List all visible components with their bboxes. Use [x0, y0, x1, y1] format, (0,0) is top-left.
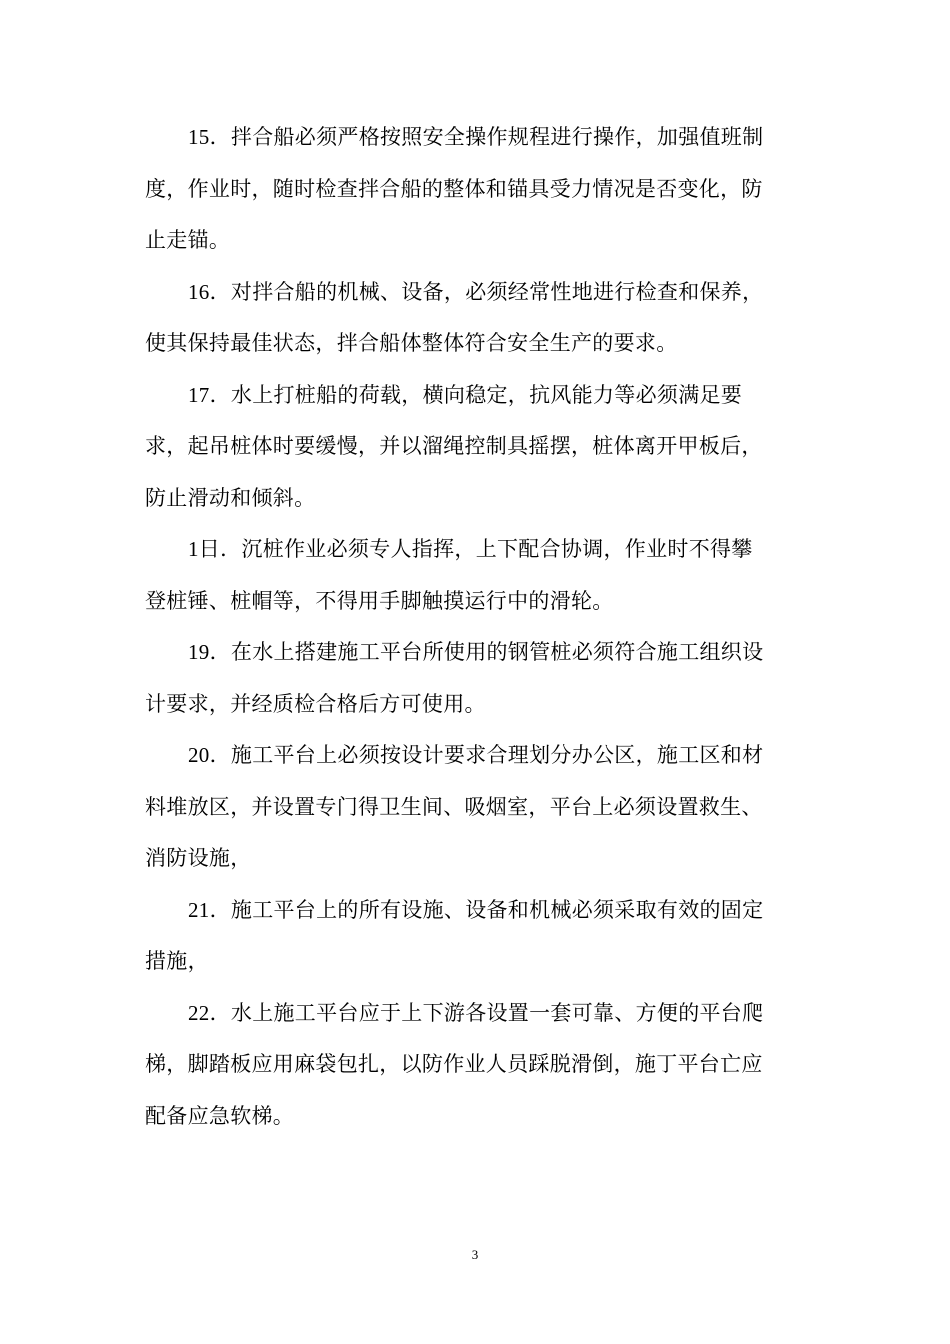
- clause-number: 1日: [188, 537, 221, 561]
- clause-20: [145, 730, 795, 885]
- clause-line: [145, 524, 795, 576]
- clause-line: 登桩锤、桩帽等，不得用手脚触摸运行中的滑轮。: [145, 588, 614, 613]
- clause-line: [145, 370, 795, 422]
- clause-18: [145, 524, 795, 627]
- clause-line: 计要求，并经质检合格后方可使用。: [145, 691, 486, 716]
- clause-number: 20: [188, 743, 210, 767]
- clause-line: 配备应急软梯。: [145, 1103, 295, 1128]
- clause-line: [145, 730, 795, 782]
- clause-text: ．水上施工平台应于上下游各设置一套可靠、方便的平台爬: [209, 1000, 764, 1025]
- clause-19: [145, 627, 795, 730]
- clause-line: [145, 627, 795, 679]
- clause-17: [145, 370, 795, 525]
- clause-line: [145, 112, 795, 164]
- clause-text: ．水上打桩船的荷载，横向稳定，抗风能力等必须满足要: [209, 382, 743, 407]
- clause-text: ．施工平台上必须按设计要求合理划分办公区，施工区和材: [209, 743, 764, 767]
- clause-number: 16: [188, 279, 210, 304]
- clause-text: ．对拌合船的机械、设备，必须经常性地进行检查和保养，: [209, 279, 764, 304]
- clause-line: [145, 988, 795, 1040]
- clause-number: 19: [188, 640, 210, 664]
- document-body: [145, 112, 795, 1142]
- clause-number: 22: [188, 1000, 210, 1025]
- clause-text: ．在水上搭建施工平台所使用的钢管桩必须符合施工组织设: [209, 640, 764, 664]
- clause-line: [145, 267, 795, 319]
- clause-line: 使其保持最佳状态，拌合船体整体符合安全生产的要求。: [145, 331, 678, 355]
- page-number: 3: [471, 1247, 479, 1262]
- clause-line: 求，起吊桩体时要缓慢，并以溜绳控制具摇摆，桩体离开甲板后，: [145, 434, 763, 458]
- clause-text: ．拌合船必须严格按照安全操作规程进行操作，加强值班制: [209, 125, 764, 149]
- clause-line: 料堆放区，并设置专门得卫生间、吸烟室，平台上必须设置救生、: [145, 794, 763, 819]
- clause-line: 梯，脚踏板应用麻袋包扎，以防作业人员踩脱滑倒，施丁平台亡应: [145, 1052, 763, 1076]
- clause-line: 止走锚。: [145, 228, 231, 252]
- clause-number: 17: [188, 382, 210, 407]
- clause-line: 度，作业时，随时检查拌合船的整体和锚具受力情况是否变化，防: [145, 176, 763, 201]
- clause-line: 消防设施，: [145, 846, 252, 870]
- clause-15: [145, 112, 795, 267]
- clause-16: [145, 267, 795, 370]
- clause-number: 15: [188, 125, 210, 149]
- clause-number: 21: [188, 897, 210, 922]
- clause-text: ．沉桩作业必须专人指挥，上下配合协调，作业时不得攀: [220, 537, 753, 561]
- clause-22: [145, 988, 795, 1143]
- clause-text: ．施工平台上的所有设施、设备和机械必须采取有效的固定: [209, 897, 764, 922]
- clause-line: 防止滑动和倾斜。: [145, 485, 316, 510]
- clause-21: [145, 885, 795, 988]
- clause-line: [145, 885, 795, 937]
- clause-line: 措施，: [145, 949, 209, 973]
